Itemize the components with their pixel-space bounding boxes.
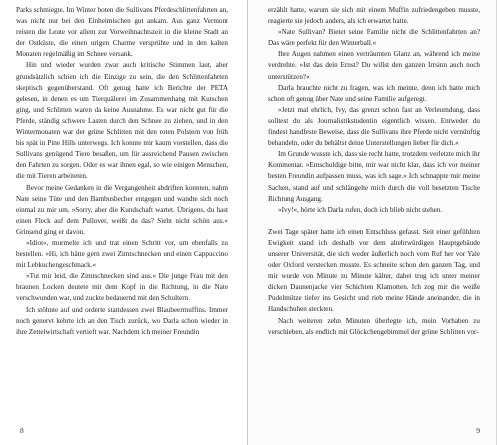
paragraph: Parks schmiegte. Im Winter boten die Sullivans Pferdeschlittenfahrten an, was nicht nur bei den Einheimischen gut ankam. Aus ganz Vermont reisten die Leute vor allem zur Vorweihnachtszeit in die kleine Stadt an der Ostküste, die einen urigen Charme versprühte und in den kalten Monaten regelmäßig im Schnee versank. (16, 6, 228, 59)
left-page-text (16, 5, 228, 338)
paragraph: erzählt hatte, warum sie sich mit einem Muffin zufriedengeben musste, reagierte sie jedoch anders, als ich erwartet hatte. (268, 6, 480, 26)
right-page-text (268, 5, 480, 338)
paragraph: »Tut mir leid, die Zimtschnecken sind aus.« Die junge Frau mit den braunen Locken deutete mit dem Kopf in die Richtung, in die Nate verschwunden war, und zuckte bedauernd mit den Schultern. (16, 272, 228, 303)
paragraph: »Jetzt mal ehrlich, Ivy, das grenzt schon fast an Verleumdung, dass solltest du als Journalistikstudentin eigentlich wissen. Entweder du findest handfeste Beweise, dass die Sullivans ihre Pferde nicht vernünftig behandeln, oder du behältst deine Unterstellungen lieber für dich.« (268, 105, 480, 148)
page-number: 9 (476, 426, 480, 435)
left-page (0, 0, 248, 445)
paragraph: »Nate Sullivan? Bietet seine Familie nicht die Schlittenfahrten an? Das wäre perfekt für den Winterball.« (268, 28, 480, 48)
paragraph: Ich stöhnte auf und orderte stattdessen zwei Blaubeermuffins. Immer noch genervt kehrte ich an den Tisch zurück, wo Darla schon wieder in ihre Zettelwirtschaft vertieft war. Nachdem ich meiner Freundin (16, 305, 228, 336)
paragraph: Nach weiteren zehn Minuten überlegte ich, mein Vorhaben zu verschieben, als endlich mit Glöckchengebimmel der grüne Schlitten vor- (268, 316, 480, 336)
right-page (248, 0, 496, 445)
paragraph: »Ivy!«, hörte ich Darla rufen, doch ich blieb nicht stehen. (278, 205, 443, 214)
paragraph: Ihre Augen nahmen einen verträumten Glanz an, während ich meine verdrehte. »Ist das dein Ernst? Du willst den ganzen Irrsinn auch noch unterstützen?« (268, 50, 480, 81)
paragraph: Hin und wieder wurden zwar auch kritische Stimmen laut, aber grundsätzlich schien ich die Einzige zu sein, die den Schlittenfahrten skeptisch gegenüberstand. Oft genug hatte ich Berichte der PETA gelesen, in denen es um Tierquälerei im Zusammenhang mit Kutschen ging, und Schlitten waren da keine Ausnahme. Es war nicht gut für die Pferde, ständig schwere Lasten durch den Schnee zu ziehen, und in den Wintermonaten war der grüne Schlitten mit den roten Polstern von früh bis spät in Pine Hills unterwegs. Ich konnte mir kaum vorstellen, dass die Sullivans genügend Tiere besaßen, um für ausreichend Pausen zwischen den Fahrten zu sorgen. Oder es war ihnen egal, so wie einigen Menschen, die mit Tieren arbeiteten. (16, 61, 228, 181)
paragraph: Zwei Tage später hatte ich einen Entschluss gefasst. Seit einer gefühlten Ewigkeit stand ich deshalb vor dem altehrwürdigen Hauptgebäude unserer Universität, die sich weder äußerlich noch vom Ruf her vor Yale oder Oxford verstecken musste. Es schneite schon den ganzen Tag, und mir wurde von Minute zu Minute kälter, dabei trug ich unter meiner dicken Daunenjacke vier Schichten Klamotten. Ich zog mir die weiße Pudelmütze tiefer ins Gesicht und rieb meine Hände aneinander, die in Handschuhen steckten. (268, 227, 480, 314)
page-number: 8 (20, 426, 24, 435)
paragraph: »Idiot«, murmelte ich und trat einen Schritt vor, um ebenfalls zu bestellen. »Hi, ich hätte gern zwei Zimtschnecken und einen Cappuccino mit Lebkuchengeschmack.« (16, 238, 228, 270)
paragraph: Darla brauchte nicht zu fragen, was ich meinte, denn ich hatte mich schon oft genug über Nate und seine Familie aufgeregt. (268, 83, 480, 103)
paragraph: Bevor meine Gedanken in die Vergangenheit abdriften konnten, nahm Nate seine Tüte und den Bambusbecher entgegen und wandte sich noch einmal zu mir um. »Sorry, aber die Kundschaft wartet. Übrigens, du hast einen Fleck auf dem Pullover, weißt du das? Sieht nicht schön aus.« Grinsend ging er davon. (16, 183, 228, 236)
paragraph: Im Grunde wusste ich, dass sie recht hatte, trotzdem verletzte mich ihr Kommentar. »Entschuldige bitte, mir war nicht klar, dass ich vor meiner besten Freundin aufpassen muss, was ich sage.« Ich schnappte mir meine Sachen, stand auf und schlängelte mich durch die voll besetzten Tische Richtung Ausgang. (268, 150, 480, 203)
